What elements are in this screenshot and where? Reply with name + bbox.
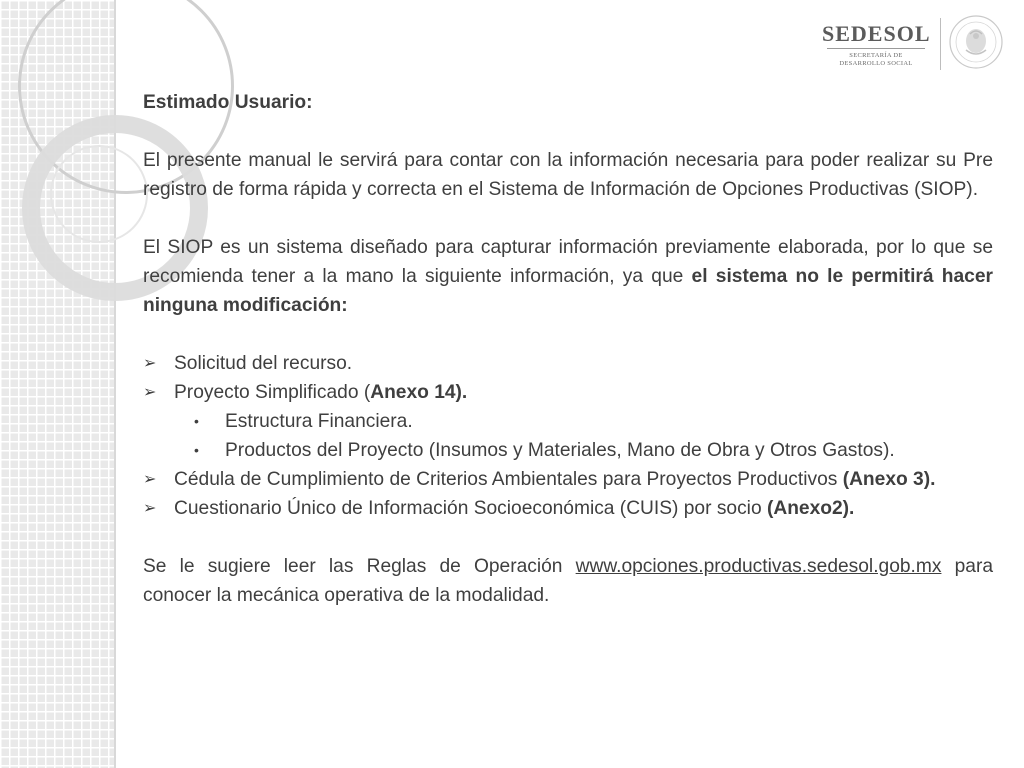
greeting: Estimado Usuario: xyxy=(143,92,313,113)
decorative-inner-circle xyxy=(50,145,148,243)
siop-paragraph-text: El SIOP es un sistema diseñado para capturar información previamente elaborada, por lo que se recomienda tener a la mano la siguiente información, ya que xyxy=(143,237,993,287)
logo-subtitle-line2: DESARROLLO SOCIAL xyxy=(839,60,913,67)
dot-bullet-icon: • xyxy=(194,413,199,429)
list-item xyxy=(143,465,993,494)
mexico-seal-icon xyxy=(948,14,1004,70)
sub-list-item-text: Productos del Proyecto (Insumos y Materiales, Mano de Obra y Otros Gastos). xyxy=(225,440,895,461)
siop-paragraph xyxy=(143,233,993,320)
sub-list xyxy=(143,407,993,465)
requirements-list-continued xyxy=(143,465,993,523)
list-item-text: Proyecto Simplificado ( xyxy=(174,382,371,403)
logo-rule xyxy=(827,48,925,49)
closing-text: Se le sugiere leer las Reglas de Operación xyxy=(143,556,576,577)
requirements-list xyxy=(143,349,993,407)
list-item-annex: (Anexo 3). xyxy=(842,469,936,490)
logo-divider xyxy=(940,18,941,70)
dot-bullet-icon: • xyxy=(194,442,199,458)
logo-subtitle-line1: SECRETARÍA DE xyxy=(849,52,903,59)
arrow-bullet-icon: ➢ xyxy=(143,500,157,517)
list-item-annex: (Anexo2). xyxy=(766,498,855,519)
logo-wordmark xyxy=(822,22,930,68)
list-item xyxy=(143,349,993,378)
arrow-bullet-icon: ➢ xyxy=(143,384,157,401)
list-item-text: Solicitud del recurso. xyxy=(174,353,353,374)
closing-paragraph xyxy=(143,552,993,610)
list-item-text: Cédula de Cumplimiento de Criterios Ambientales para Proyectos Productivos xyxy=(174,469,843,490)
list-item-annex: Anexo 14). xyxy=(370,382,468,403)
sub-list-item xyxy=(194,407,993,436)
intro-paragraph: El presente manual le servirá para contar con la información necesaria para poder realizar su Pre registro de forma rápida y correcta en el Sistema de Información de Opciones Productivas (SIOP). xyxy=(143,150,993,200)
list-item-text: Cuestionario Único de Información Socioeconómica (CUIS) por socio xyxy=(174,498,767,519)
list-item xyxy=(143,494,993,523)
sedesol-logo xyxy=(822,14,1012,74)
arrow-bullet-icon: ➢ xyxy=(143,355,157,372)
siop-paragraph-warning: el sistema no le permitirá hacer ninguna modificación: xyxy=(143,266,993,316)
arrow-bullet-icon: ➢ xyxy=(143,471,157,488)
sub-list-item-text: Estructura Financiera. xyxy=(225,411,413,432)
list-item xyxy=(143,378,993,407)
logo-name: SEDESOL xyxy=(822,21,931,46)
sub-list-item xyxy=(194,436,993,465)
document-body xyxy=(143,88,993,610)
closing-text-end: para conocer la mecánica operativa de la modalidad. xyxy=(143,556,994,606)
rules-link[interactable]: www.opciones.productivas.sedesol.gob.mx xyxy=(575,556,942,577)
